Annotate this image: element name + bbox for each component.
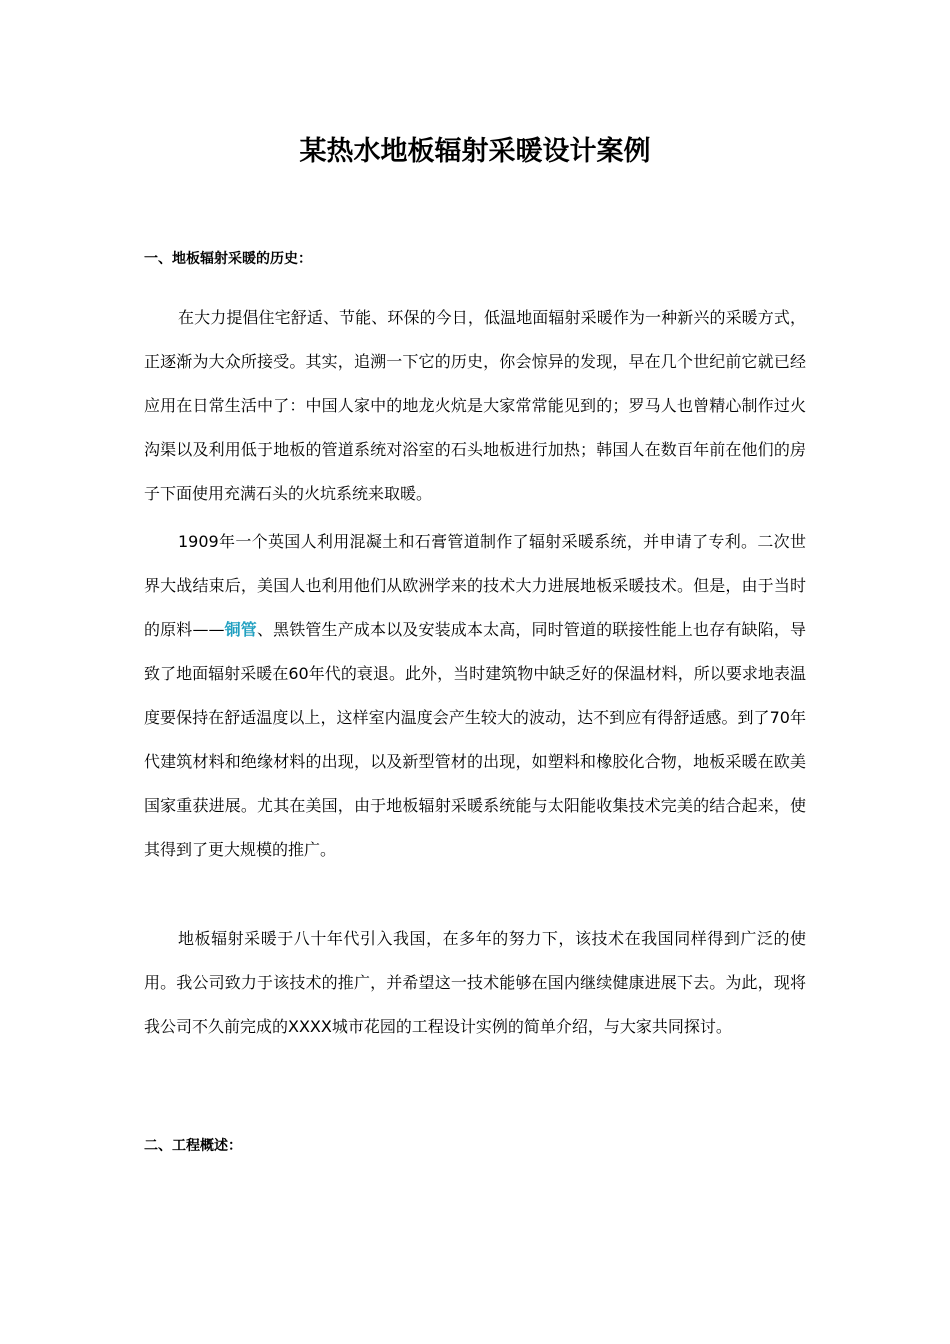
paragraph-text-after-link: 、黑铁管生产成本以及安装成本太高，同时管道的联接性能上也存有缺陷，导致了地面辐射采暖在60年代的衰退。此外，当时建筑物中缺乏好的保温材料，所以要求地表温度要保持在舒适温度以上，这样室内温度会产生较大的波动，达不到应有得舒适感。到了70年代建筑材料和绝缘材料的出现，以及新型管材的出现，如塑料和橡胶化合物，地板采暖在欧美国家重获进展。尤其在美国，由于地板辐射采暖系统能与太阳能收集技术完美的结合起来，使其得到了更大规模的推广。 <box>144 620 806 859</box>
copper-pipe-link[interactable]: 铜管 <box>224 620 257 639</box>
paragraph-text-before-link: 1909年一个英国人利用混凝土和石膏管道制作了辐射采暖系统，并申请了专利。二次世界大战结束后，美国人也利用他们从欧洲学来的技术大力进展地板采暖技术。但是，由于当时的原料—— <box>144 532 806 639</box>
paragraph-history-development <box>144 520 806 872</box>
section-heading-history: 一、地板辐射采暖的历史： <box>144 251 312 267</box>
paragraph-history-china: 地板辐射采暖于八十年代引入我国，在多年的努力下，该技术在我国同样得到广泛的使用。我公司致力于该技术的推广，并希望这一技术能够在国内继续健康进展下去。为此，现将我公司不久前完成的XXXX城市花园的工程设计实例的简单介绍，与大家共同探讨。 <box>144 929 806 1036</box>
paragraph-history-intro: 在大力提倡住宅舒适、节能、环保的今日，低温地面辐射采暖作为一种新兴的采暖方式，正逐渐为大众所接受。其实，追溯一下它的历史，你会惊异的发现，早在几个世纪前它就已经应用在日常生活中了：中国人家中的地龙火炕是大家常常能见到的；罗马人也曾精心制作过火沟渠以及利用低于地板的管道系统对浴室的石头地板进行加热；韩国人在数百年前在他们的房子下面使用充满石头的火坑系统来取暖。 <box>144 308 806 503</box>
section-heading-overview: 二、工程概述： <box>144 1138 242 1154</box>
document-title: 某热水地板辐射采暖设计案例 <box>299 136 651 167</box>
